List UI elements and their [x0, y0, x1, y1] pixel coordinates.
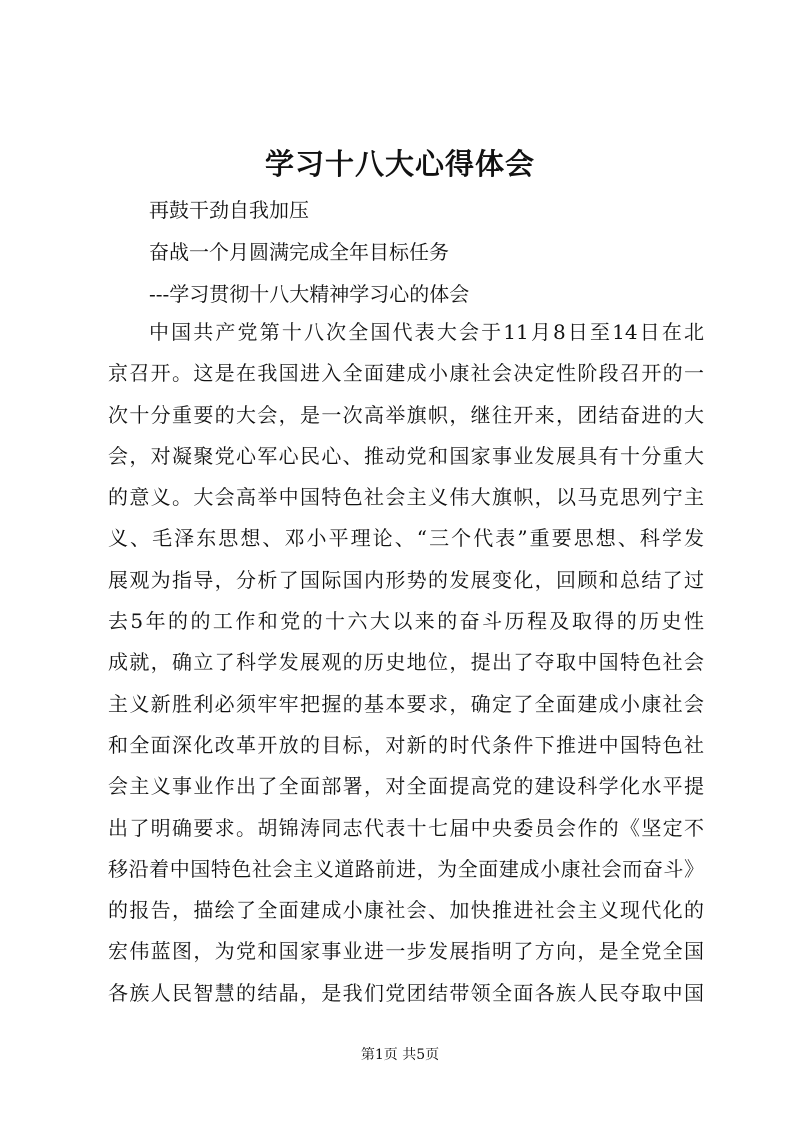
- page-number-footer: 第1页 共5页: [360, 1047, 440, 1063]
- body-line: 中国共产党第十八次全国代表大会于11月8日至14日在北: [149, 320, 704, 344]
- body-line: 成就，确立了科学发展观的历史地位，提出了夺取中国特色社会: [108, 650, 704, 675]
- body-line: 会主义事业作出了全面部署，对全面提高党的建设科学化水平提: [108, 774, 704, 799]
- body-line: 会，对凝聚党心军心民心、推动党和国家事业发展具有十分重大: [108, 443, 704, 468]
- body-line: 京召开。这是在我国进入全面建成小康社会决定性阶段召开的一: [108, 361, 704, 386]
- body-line: 义、毛泽东思想、邓小平理论、“三个代表”重要思想、科学发: [108, 526, 704, 551]
- body-line: 展观为指导，分析了国际国内形势的发展变化，回顾和总结了过: [108, 567, 704, 592]
- body-line: 移沿着中国特色社会主义道路前进，为全面建成小康社会而奋斗》: [108, 856, 704, 881]
- body-line: 各族人民智慧的结晶，是我们党团结带领全面各族人民夺取中国: [108, 980, 704, 1005]
- subtitle-line-3: ---学习贯彻十八大精神学习心的体会: [149, 282, 470, 306]
- body-line: 和全面深化改革开放的目标，对新的时代条件下推进中国特色社: [108, 732, 704, 757]
- body-paragraph: [108, 312, 704, 1014]
- body-line: 的意义。大会高举中国特色社会主义伟大旗帜，以马克思列宁主: [108, 485, 704, 510]
- body-line: 的报告，描绘了全面建成小康社会、加快推进社会主义现代化的: [108, 898, 704, 923]
- subtitle-line-1: 再鼓干劲自我加压: [149, 198, 309, 222]
- document-title: 学习十八大心得体会: [264, 147, 535, 181]
- body-line: 主义新胜利必须牢牢把握的基本要求，确定了全面建成小康社会: [108, 691, 704, 716]
- body-line: 去5年的的工作和党的十六大以来的奋斗历程及取得的历史性: [108, 609, 704, 634]
- body-line: 宏伟蓝图，为党和国家事业进一步发展指明了方向，是全党全国: [108, 939, 704, 964]
- body-line: 次十分重要的大会，是一次高举旗帜，继往开来，团结奋进的大: [108, 402, 704, 427]
- subtitle-line-2: 奋战一个月圆满完成全年目标任务: [149, 240, 449, 264]
- body-line: 出了明确要求。胡锦涛同志代表十七届中央委员会作的《坚定不: [108, 815, 704, 840]
